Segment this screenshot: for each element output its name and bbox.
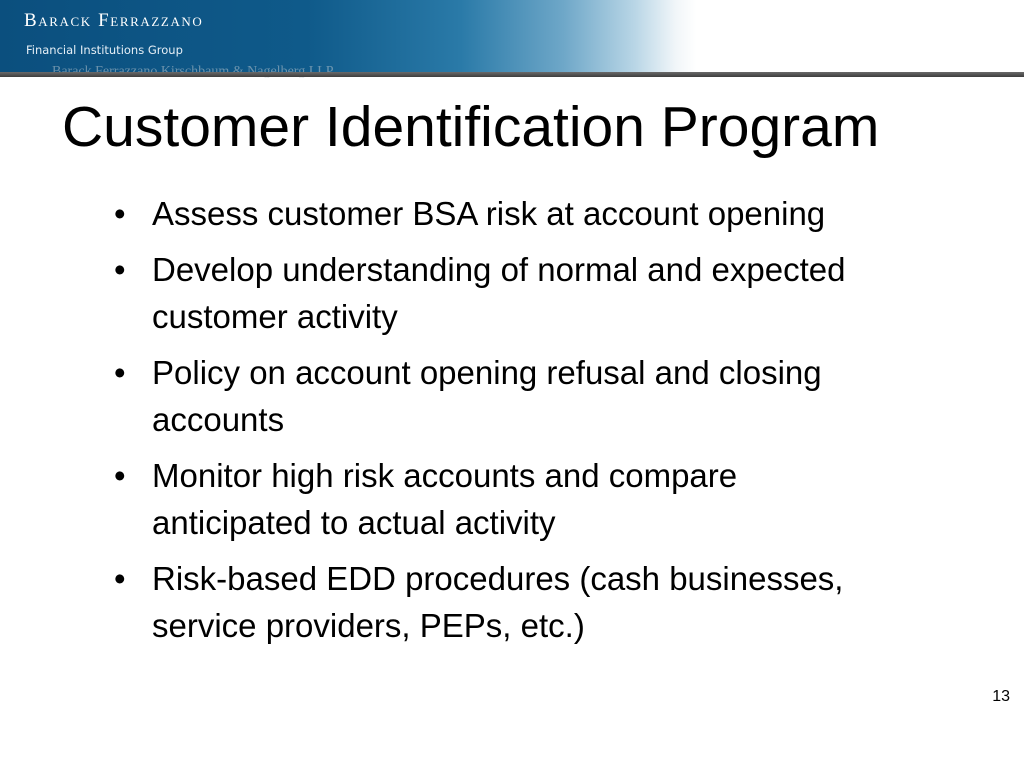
bullet-dot-icon: •	[114, 251, 126, 288]
bullet-item	[112, 555, 892, 649]
brand-logo-text: Barack Ferrazzano	[24, 10, 204, 31]
slide-title: Customer Identification Program	[62, 95, 880, 159]
bullet-dot-icon: •	[114, 354, 126, 391]
bullet-item	[112, 190, 892, 237]
bullet-text: Monitor high risk accounts and compare anticipated to actual activity	[152, 457, 738, 541]
bullet-list	[112, 190, 892, 658]
bullet-dot-icon: •	[114, 457, 126, 494]
bullet-item	[112, 452, 892, 546]
bullet-item	[112, 246, 892, 340]
bullet-text: Assess customer BSA risk at account opening	[152, 195, 826, 232]
bullet-text: Risk-based EDD procedures (cash businesses, service providers, PEPs, etc.)	[152, 560, 844, 644]
bullet-dot-icon: •	[114, 560, 126, 597]
bullet-dot-icon: •	[114, 195, 126, 232]
bullet-text: Develop understanding of normal and expected customer activity	[152, 251, 846, 335]
header-divider	[0, 72, 1024, 77]
bullet-item	[112, 349, 892, 443]
brand-tagline: Financial Institutions Group	[26, 43, 183, 57]
header-band	[0, 0, 1024, 72]
page-number: 13	[992, 688, 1010, 705]
bullet-text: Policy on account opening refusal and closing accounts	[152, 354, 822, 438]
